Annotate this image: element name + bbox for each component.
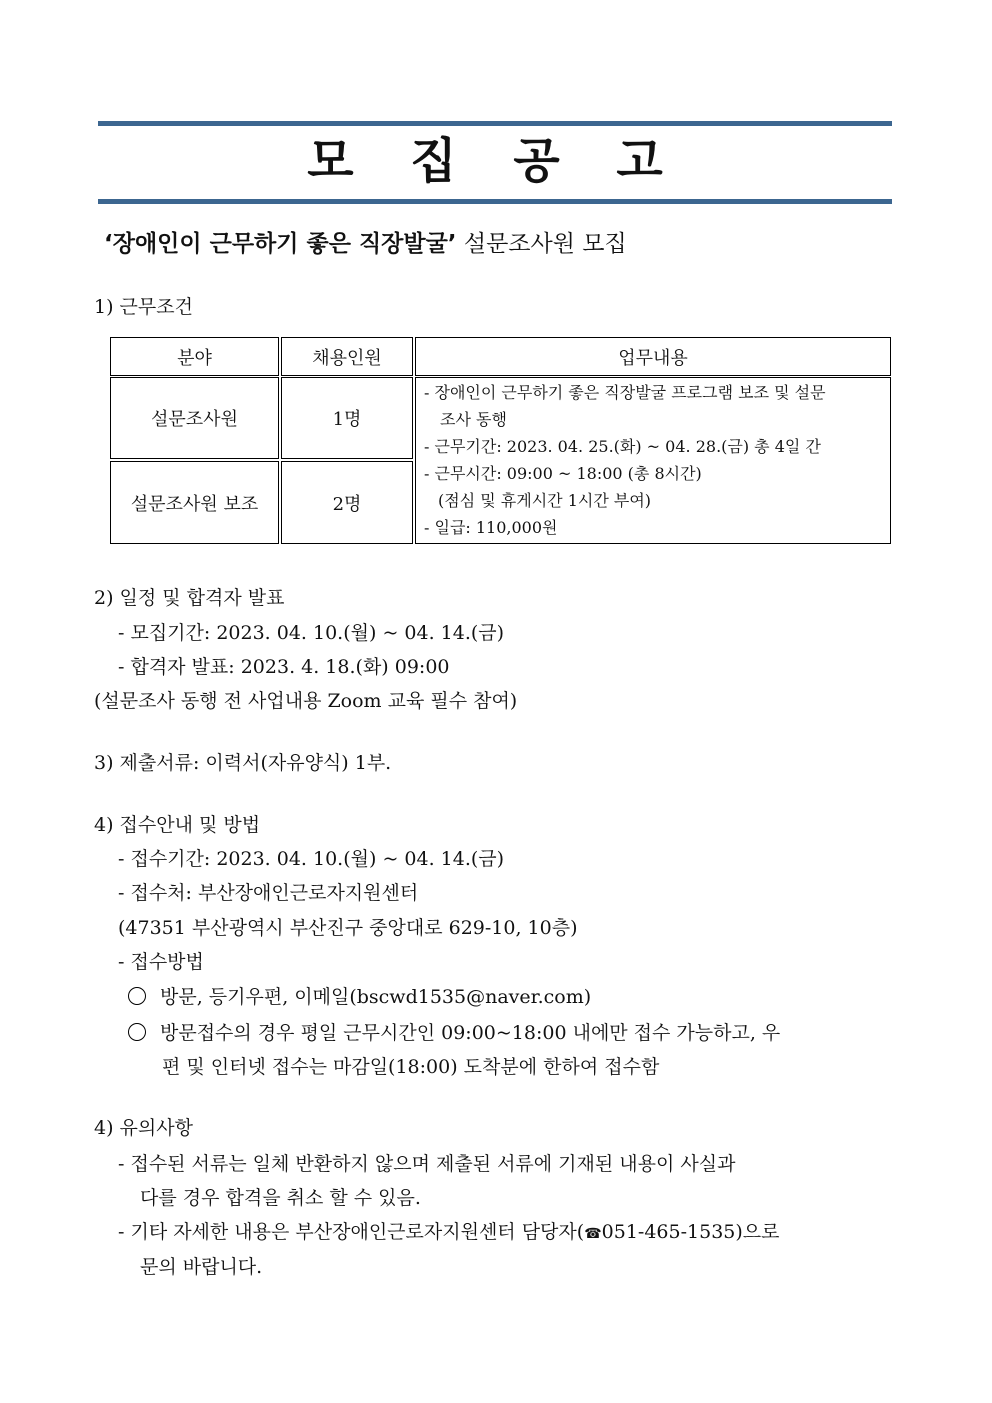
bottom-rule bbox=[98, 199, 892, 204]
header-duties: 업무내용 bbox=[415, 337, 891, 376]
receipt-address: (47351 부산광역시 부산진구 중앙대로 629-10, 10층) bbox=[118, 917, 578, 939]
page-title: 모 집 공 고 bbox=[307, 133, 683, 189]
phone-icon: ☎ bbox=[584, 1226, 602, 1242]
notice-2-line-1 bbox=[118, 1218, 780, 1248]
row-1-field: 설문조사원 bbox=[110, 377, 279, 459]
circle-bullet-icon bbox=[128, 1023, 146, 1041]
receipt-period: - 접수기간: 2023. 04. 10.(월) ~ 04. 14.(금) bbox=[118, 848, 505, 870]
row-2-count: 2명 bbox=[281, 461, 413, 544]
circle-bullet-icon bbox=[128, 987, 146, 1005]
subtitle bbox=[104, 226, 627, 262]
notice-1-line-2: 다를 경우 합격을 취소 할 수 있음. bbox=[140, 1187, 421, 1209]
recruit-period: - 모집기간: 2023. 04. 10.(월) ~ 04. 14.(금) bbox=[118, 622, 505, 644]
subtitle-bold: ‘장애인이 근무하기 좋은 직장발굴’ bbox=[104, 231, 457, 257]
phone-number: 051-465-1535)으로 bbox=[601, 1221, 780, 1243]
row-2-field: 설문조사원 보조 bbox=[110, 461, 279, 544]
header-count: 채용인원 bbox=[281, 337, 413, 376]
notice-1-line-1: - 접수된 서류는 일체 반환하지 않으며 제출된 서류에 기재된 내용이 사실과 bbox=[118, 1153, 736, 1175]
duty-line: 조사 동행 bbox=[440, 410, 507, 429]
duty-line: - 일급: 110,000원 bbox=[424, 518, 558, 537]
method-bullet-1 bbox=[128, 983, 591, 1011]
section-2-heading: 2) 일정 및 합격자 발표 bbox=[94, 587, 285, 609]
bullet-2-continued: 편 및 인터넷 접수는 마감일(18:00) 도착분에 한하여 접수함 bbox=[162, 1056, 660, 1078]
row-1-count: 1명 bbox=[281, 377, 413, 459]
announce-date: - 합격자 발표: 2023. 4. 18.(화) 09:00 bbox=[118, 656, 450, 678]
receipt-place: - 접수처: 부산장애인근로자지원센터 bbox=[118, 882, 419, 904]
header-field: 분야 bbox=[110, 337, 279, 376]
duty-line: - 근무기간: 2023. 04. 25.(화) ~ 04. 28.(금) 총 4일 간 bbox=[424, 437, 821, 456]
zoom-note: (설문조사 동행 전 사업내용 Zoom 교육 필수 참여) bbox=[94, 690, 518, 712]
subtitle-normal: 설문조사원 모집 bbox=[456, 231, 627, 257]
receipt-method: - 접수방법 bbox=[118, 951, 204, 973]
duty-line: - 장애인이 근무하기 좋은 직장발굴 프로그램 보조 및 설문 bbox=[424, 383, 826, 402]
duty-line: (점심 및 휴게시간 1시간 부여) bbox=[438, 491, 652, 510]
notice-2-text-a: - 기타 자세한 내용은 부산장애인근로자지원센터 담당자( bbox=[118, 1221, 585, 1243]
notice-2-line-2: 문의 바랍니다. bbox=[140, 1256, 263, 1278]
duties-cell bbox=[415, 377, 891, 544]
method-bullet-2 bbox=[128, 1019, 780, 1047]
top-rule bbox=[98, 121, 892, 126]
duty-line: - 근무시간: 09:00 ~ 18:00 (총 8시간) bbox=[424, 464, 702, 483]
section-3-heading: 3) 제출서류: 이력서(자유양식) 1부. bbox=[94, 752, 392, 774]
section-5-heading: 4) 유의사항 bbox=[94, 1117, 193, 1139]
bullet-2-text: 방문접수의 경우 평일 근무시간인 09:00~18:00 내에만 접수 가능하고, 우 bbox=[160, 1022, 781, 1044]
section-1-heading: 1) 근무조건 bbox=[94, 296, 193, 318]
bullet-1-text: 방문, 등기우편, 이메일(bscwd1535@naver.com) bbox=[160, 986, 592, 1008]
section-4-heading: 4) 접수안내 및 방법 bbox=[94, 814, 261, 836]
